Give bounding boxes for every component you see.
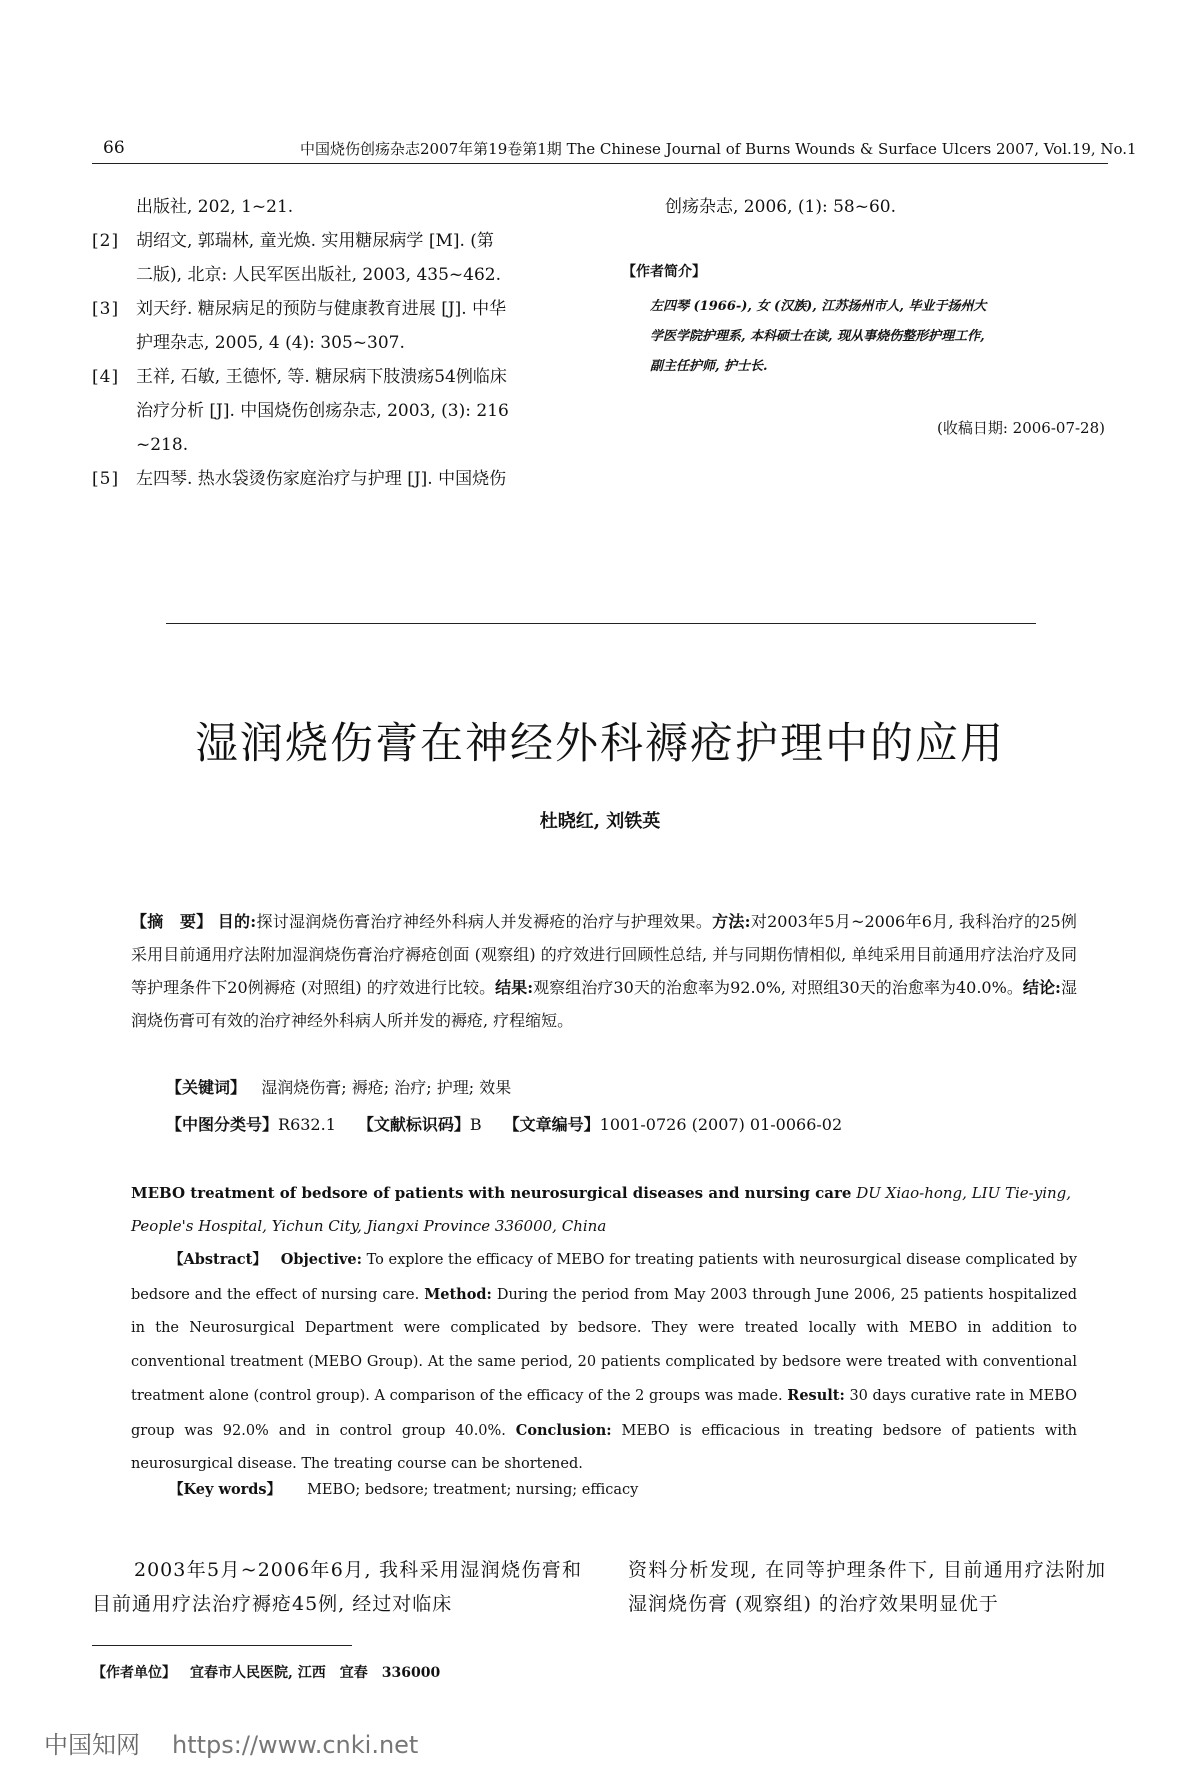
keywords-label-en: 【Key words】 <box>169 1481 282 1498</box>
objective-text-en: To explore the efficacy of MEBO for treating patients with neurosurgical disease complicated by bedsore and the effect of nursing care. <box>131 1252 1078 1303</box>
article-number-label: 【文章编号】 <box>503 1115 600 1134</box>
reference-item <box>92 292 592 360</box>
footnote-label: 【作者单位】 <box>92 1665 176 1681</box>
method-text: 对2003年5月~2006年6月, 我科治疗的25例采用目前通用疗法附加湿润烧伤膏治疗褥疮创面 (观察组) 的疗效进行回顾性总结, 并与同期伤情相似, 单纯采用目前通用疗法治疗及同等护理条件下20例褥疮 (对照组) 的疗效进行比较。 <box>131 912 1077 997</box>
received-date: (收稿日期: 2006-07-28) <box>936 419 1105 437</box>
result-text: 观察组治疗30天的治愈率为92.0%, 对照组30天的治愈率为40.0%。 <box>533 978 1023 997</box>
article-authors: 杜晓红, 刘铁英 <box>539 811 661 832</box>
footnote <box>92 1662 440 1682</box>
abstract-label: 【摘 要】 <box>131 912 213 931</box>
english-title: MEBO treatment of bedsore of patients with neurosurgical diseases and nursing care <box>131 1184 852 1202</box>
objective-text: 探讨湿润烧伤膏治疗神经外科病人并发褥疮的治疗与护理效果。 <box>256 912 713 931</box>
clc-label: 【中图分类号】 <box>166 1115 279 1134</box>
reference-text: 刘天纾. 糖尿病足的预防与健康教育进展 [J]. 中华 <box>136 299 507 319</box>
section-rule <box>166 623 1036 624</box>
footnote-rule <box>92 1645 352 1646</box>
reference-number: [2] <box>92 231 120 251</box>
conclusion-label-en: Conclusion: <box>515 1421 612 1439</box>
keywords-chinese <box>166 1075 511 1098</box>
result-text-en: 30 days curative rate in MEBO group was 92.0% and in control group 40.0%. <box>131 1388 1078 1439</box>
document-code-label: 【文献标识码】 <box>357 1115 470 1134</box>
method-label: 方法: <box>712 912 751 931</box>
reference-text: 二版), 北京: 人民军医出版社, 2003, 435~462. <box>136 265 501 285</box>
conclusion-text: 湿润烧伤膏可有效的治疗神经外科病人所并发的褥疮, 疗程缩短。 <box>131 978 1077 1030</box>
reference-number: [5] <box>92 469 120 489</box>
watermark-brand: 中国知网 <box>44 1731 140 1759</box>
english-keywords <box>169 1478 638 1499</box>
author-bio-line: 副主任护师, 护士长. <box>650 359 768 374</box>
reference-item: 出版社, 202, 1~21. <box>136 197 294 217</box>
footnote-affiliation: 宜春市人民医院, 江西 <box>190 1665 326 1681</box>
conclusion-text-en: MEBO is efficacious in treating bedsore of patients with neurosurgical disease. The treating course can be shortened. <box>131 1422 1078 1472</box>
keywords-value: 湿润烧伤膏; 褥疮; 治疗; 护理; 效果 <box>261 1078 512 1097</box>
reference-item <box>92 462 592 496</box>
article-title: 湿润烧伤膏在神经外科褥疮护理中的应用 <box>195 719 1005 769</box>
footnote-city: 宜春 <box>339 1665 368 1681</box>
body-text-left: 2003年5月~2006年6月, 我科采用湿润烧伤膏和目前通用疗法治疗褥疮45例, 经过对临床 <box>92 1559 582 1615</box>
reference-text: 胡绍文, 郭瑞林, 童光焕. 实用糖尿病学 [M]. (第 <box>136 231 494 251</box>
author-bio-heading: 【作者简介】 <box>622 264 706 280</box>
reference-item <box>92 360 592 462</box>
references-left <box>92 190 592 496</box>
page-number: 66 <box>103 138 125 158</box>
reference-text: 护理杂志, 2005, 4 (4): 305~307. <box>136 333 405 353</box>
keywords-label: 【关键词】 <box>166 1078 247 1097</box>
author-bio <box>650 292 1105 382</box>
author-bio-line: 左四琴 (1966-), 女 (汉族), 江苏扬州市人, 毕业于扬州大 <box>650 299 987 314</box>
english-affiliation: People's Hospital, Yichun City, Jiangxi Province 336000, China <box>131 1217 607 1235</box>
reference-text: 治疗分析 [J]. 中国烧伤创疡杂志, 2003, (3): 216 <box>136 401 509 421</box>
result-label: 结果: <box>495 978 534 997</box>
article-number-value: 1001-0726 (2007) 01-0066-02 <box>599 1115 843 1134</box>
author-bio-line: 学医学院护理系, 本科硕士在读, 现从事烧伤整形护理工作, <box>650 329 985 344</box>
result-label-en: Result: <box>787 1387 845 1404</box>
reference-text: 王祥, 石敏, 王德怀, 等. 糖尿病下肢溃疡54例临床 <box>136 367 507 387</box>
reference-text: 左四琴. 热水袋烫伤家庭治疗与护理 [J]. 中国烧伤 <box>136 469 507 489</box>
classification-line <box>166 1112 842 1135</box>
cnki-watermark <box>44 1725 418 1760</box>
method-text-en: During the period from May 2003 through June 2006, 25 patients hospitalized in the Neurosurgical Department were complicated by bedsore. They were treated locally with MEBO in addition to conventional treatment (MEBO Group). At the same period, 20 patients complicated by bedsore were treated with conventional treatment alone (control group). A comparison of the efficacy of the 2 groups was made. <box>131 1286 1078 1404</box>
footnote-postcode: 336000 <box>381 1665 441 1681</box>
clc-value: R632.1 <box>278 1115 336 1134</box>
method-label-en: Method: <box>424 1285 492 1303</box>
running-header: 中国烧伤创疡杂志2007年第19卷第1期 The Chinese Journal of Burns Wounds & Surface Ulcers 2007, Vol.19, No.1 <box>300 140 1137 158</box>
abstract-label-en: 【Abstract】 <box>169 1251 267 1268</box>
english-authors: DU Xiao-hong, LIU Tie-ying, <box>856 1184 1072 1202</box>
keywords-value-en: MEBO; bedsore; treatment; nursing; efficacy <box>307 1482 639 1498</box>
abstract-chinese <box>131 905 1077 1037</box>
english-title-block <box>131 1177 1077 1243</box>
english-abstract <box>131 1243 1077 1482</box>
watermark-url[interactable]: https://www.cnki.net <box>172 1731 419 1759</box>
document-code-value: B <box>469 1115 482 1134</box>
conclusion-label: 结论: <box>1022 978 1061 997</box>
objective-label: 目的: <box>217 912 257 931</box>
reference-number: [4] <box>92 367 120 387</box>
reference-item <box>92 224 592 292</box>
reference-number: [3] <box>92 299 120 319</box>
reference-text: ~218. <box>136 435 189 455</box>
reference-continuation: 创疡杂志, 2006, (1): 58~60. <box>665 197 897 217</box>
header-rule <box>92 163 1108 164</box>
body-text-right: 资料分析发现, 在同等护理条件下, 目前通用疗法附加湿润烧伤膏 (观察组) 的治疗效果明显优于 <box>628 1559 1106 1615</box>
objective-label-en: Objective: <box>280 1251 362 1268</box>
